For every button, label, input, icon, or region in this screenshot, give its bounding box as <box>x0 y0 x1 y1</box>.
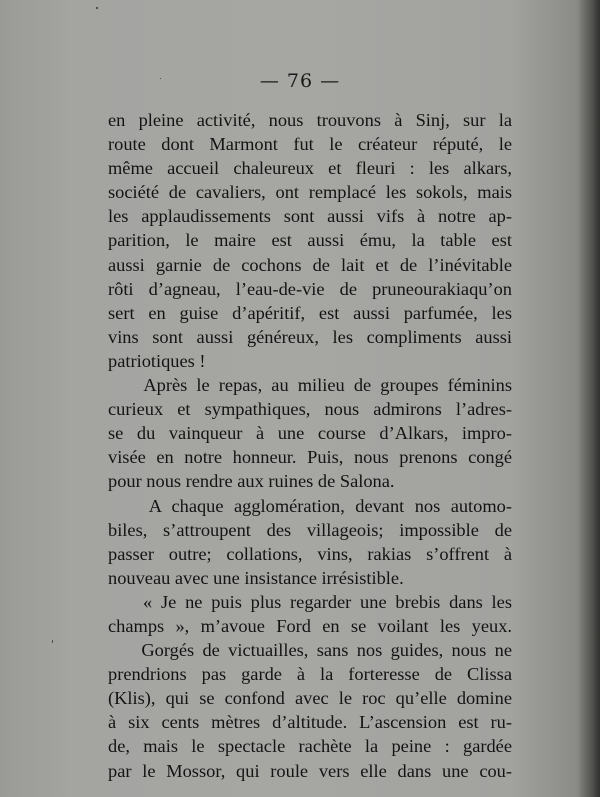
text-line: société de cavaliers, ont remplacé les sokols, mais <box>108 182 512 203</box>
text-line: (Klis), qui se confond avec le roc qu’elle domine <box>108 688 512 709</box>
text-line: passer outre; collations, vins, rakias s’offrent à <box>108 543 512 564</box>
text-line: par le Mossor, qui roule vers elle dans une cou- <box>108 760 512 781</box>
text-line: rôti d’agneau, l’eau-de-vie de pruneourakiaqu’on <box>108 278 512 299</box>
text-line: curieux et sympathiques, nous admirons l’adres- <box>108 399 512 420</box>
text-line: visée en notre honneur. Puis, nous prenons congé <box>108 447 512 468</box>
text-line: prendrions pas garde à la forteresse de Clissa <box>108 664 512 685</box>
text-line: A chaque agglomération, devant nos automo- <box>108 495 512 516</box>
dust-speck <box>52 640 53 643</box>
text-line: « Je ne puis plus regarder une brebis dans les <box>108 591 512 612</box>
text-line: les applaudissements sont aussi vifs à notre ap- <box>108 206 512 227</box>
body-text <box>108 108 512 783</box>
spine-shadow <box>578 0 600 797</box>
text-line: nouveau avec une insistance irrésistible. <box>108 567 404 588</box>
dust-speck <box>96 7 98 9</box>
text-line: aussi garnie de cochons de lait et de l’inévitable <box>108 254 512 275</box>
text-line: Gorgés de victuailles, sans nos guides, nous ne <box>108 640 512 661</box>
text-line: patriotiques ! <box>108 350 206 371</box>
text-line: même accueil chaleureux et fleuri : les alkars, <box>108 158 512 179</box>
text-line: parition, le maire est aussi ému, la table est <box>108 230 512 251</box>
text-line: biles, s’attroupent des villageois; impossible de <box>108 519 512 540</box>
text-line: sert en guise d’apéritif, est aussi parfumée, les <box>108 302 512 323</box>
text-line: de, mais le spectacle rachète la peine : gardée <box>108 736 512 757</box>
text-line: se du vainqueur à une course d’Alkars, impro- <box>108 423 512 444</box>
text-line: champs », m’avoue Ford en se voilant les yeux. <box>108 615 512 636</box>
text-line: vins sont aussi généreux, les compliments aussi <box>108 326 512 347</box>
text-line: en pleine activité, nous trouvons à Sinj, sur la <box>108 110 512 130</box>
text-line: Après le repas, au milieu de groupes féminins <box>108 375 512 396</box>
page-number: — 76 — <box>259 70 341 92</box>
text-line: à six cents mètres d’altitude. L’ascension est ru- <box>108 712 512 733</box>
text-line: route dont Marmont fut le créateur réputé, le <box>108 134 512 155</box>
text-line: pour nous rendre aux ruines de Salona. <box>108 471 395 492</box>
